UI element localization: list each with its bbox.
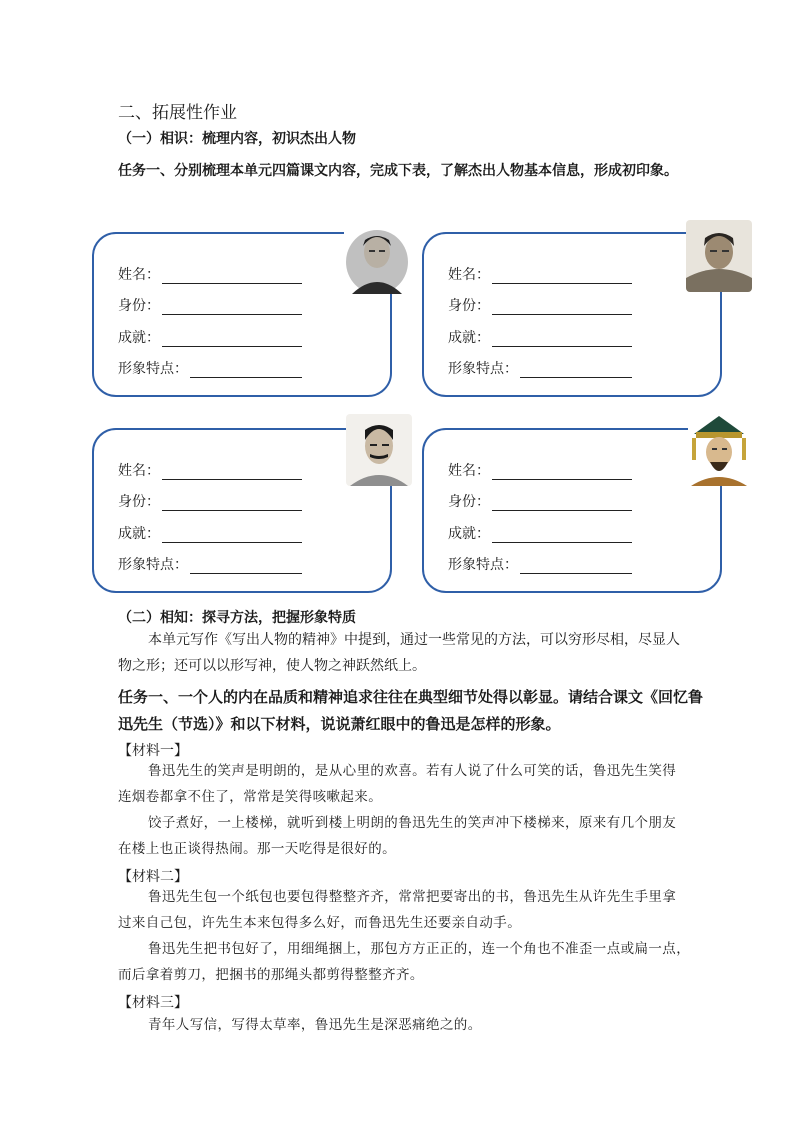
part2-title: （二）相知：探寻方法，把握形象特质 bbox=[118, 610, 356, 626]
part1-title: （一）相识：梳理内容，初识杰出人物 bbox=[118, 131, 356, 147]
task1-text: 任务一、分别梳理本单元四篇课文内容，完成下表，了解杰出人物基本信息，形成初印象。 bbox=[118, 163, 678, 179]
achievement-blank[interactable] bbox=[492, 528, 632, 543]
traits-row: 形象特点： bbox=[448, 358, 632, 378]
material2-title: 【材料二】 bbox=[118, 869, 188, 885]
traits-row: 形象特点： bbox=[448, 554, 632, 574]
person-card-4 bbox=[422, 428, 722, 593]
material3-line: 青年人写信，写得太草率，鲁迅先生是深恶痛绝之的。 bbox=[148, 1017, 482, 1033]
identity-blank[interactable] bbox=[492, 300, 632, 315]
traits-blank[interactable] bbox=[190, 559, 302, 574]
identity-blank[interactable] bbox=[162, 300, 302, 315]
material1-line: 连烟卷都拿不住了，常常是笑得咳嗽起来。 bbox=[118, 789, 383, 805]
portrait-painting-4 bbox=[688, 414, 754, 486]
identity-row: 身份： bbox=[448, 491, 632, 511]
name-blank[interactable] bbox=[162, 465, 302, 480]
material1-line: 在楼上也正谈得热闹。那一天吃得是很好的。 bbox=[118, 841, 396, 857]
person-card-2 bbox=[422, 232, 722, 397]
identity-blank[interactable] bbox=[162, 496, 302, 511]
portrait-photo-1 bbox=[344, 222, 410, 294]
identity-row: 身份： bbox=[448, 295, 632, 315]
achievement-blank[interactable] bbox=[162, 332, 302, 347]
traits-row: 形象特点： bbox=[118, 358, 302, 378]
intro-line-1: 本单元写作《写出人物的精神》中提到，通过一些常见的方法，可以穷形尽相，尽显人 bbox=[148, 632, 680, 648]
identity-row: 身份： bbox=[118, 295, 302, 315]
intro-line-2: 物之形；还可以以形写神，使人物之神跃然纸上。 bbox=[118, 658, 426, 674]
material1-title: 【材料一】 bbox=[118, 743, 188, 759]
name-blank[interactable] bbox=[162, 269, 302, 284]
material1-line: 鲁迅先生的笑声是明朗的，是从心里的欢喜。若有人说了什么可笑的话，鲁迅先生笑得 bbox=[148, 763, 677, 779]
achievement-row: 成就： bbox=[118, 327, 302, 347]
traits-row: 形象特点： bbox=[118, 554, 302, 574]
material3-title: 【材料三】 bbox=[118, 995, 188, 1011]
name-row: 姓名： bbox=[118, 460, 302, 480]
name-row: 姓名： bbox=[118, 264, 302, 284]
identity-blank[interactable] bbox=[492, 496, 632, 511]
achievement-blank[interactable] bbox=[162, 528, 302, 543]
name-blank[interactable] bbox=[492, 269, 632, 284]
task2-line-2: 迅先生（节选）》和以下材料，说说萧红眼中的鲁迅是怎样的形象。 bbox=[118, 715, 561, 733]
traits-blank[interactable] bbox=[520, 559, 632, 574]
task2-line-1: 任务一、一个人的内在品质和精神追求往往在典型细节处得以彰显。请结合课文《回忆鲁 bbox=[118, 688, 704, 706]
portrait-photo-3 bbox=[346, 414, 412, 486]
achievement-blank[interactable] bbox=[492, 332, 632, 347]
material2-line: 而后拿着剪刀，把捆书的那绳头都剪得整整齐齐。 bbox=[118, 967, 424, 983]
achievement-row: 成就： bbox=[118, 523, 302, 543]
section-title: 二、拓展性作业 bbox=[118, 103, 237, 123]
traits-blank[interactable] bbox=[520, 363, 632, 378]
achievement-row: 成就： bbox=[448, 327, 632, 347]
name-blank[interactable] bbox=[492, 465, 632, 480]
material2-line: 鲁迅先生包一个纸包也要包得整整齐齐，常常把要寄出的书，鲁迅先生从许先生手里拿 bbox=[148, 889, 677, 905]
name-row: 姓名： bbox=[448, 460, 632, 480]
portrait-photo-2 bbox=[686, 220, 752, 292]
name-row: 姓名： bbox=[448, 264, 632, 284]
traits-blank[interactable] bbox=[190, 363, 302, 378]
achievement-row: 成就： bbox=[448, 523, 632, 543]
identity-row: 身份： bbox=[118, 491, 302, 511]
material1-line: 饺子煮好，一上楼梯，就听到楼上明朗的鲁迅先生的笑声冲下楼梯来，原来有几个朋友 bbox=[148, 815, 677, 831]
material2-line: 过来自己包，许先生本来包得多么好，而鲁迅先生还要亲自动手。 bbox=[118, 915, 522, 931]
material2-line: 鲁迅先生把书包好了，用细绳捆上，那包方方正正的，连一个角也不准歪一点或扁一点， bbox=[148, 941, 691, 957]
